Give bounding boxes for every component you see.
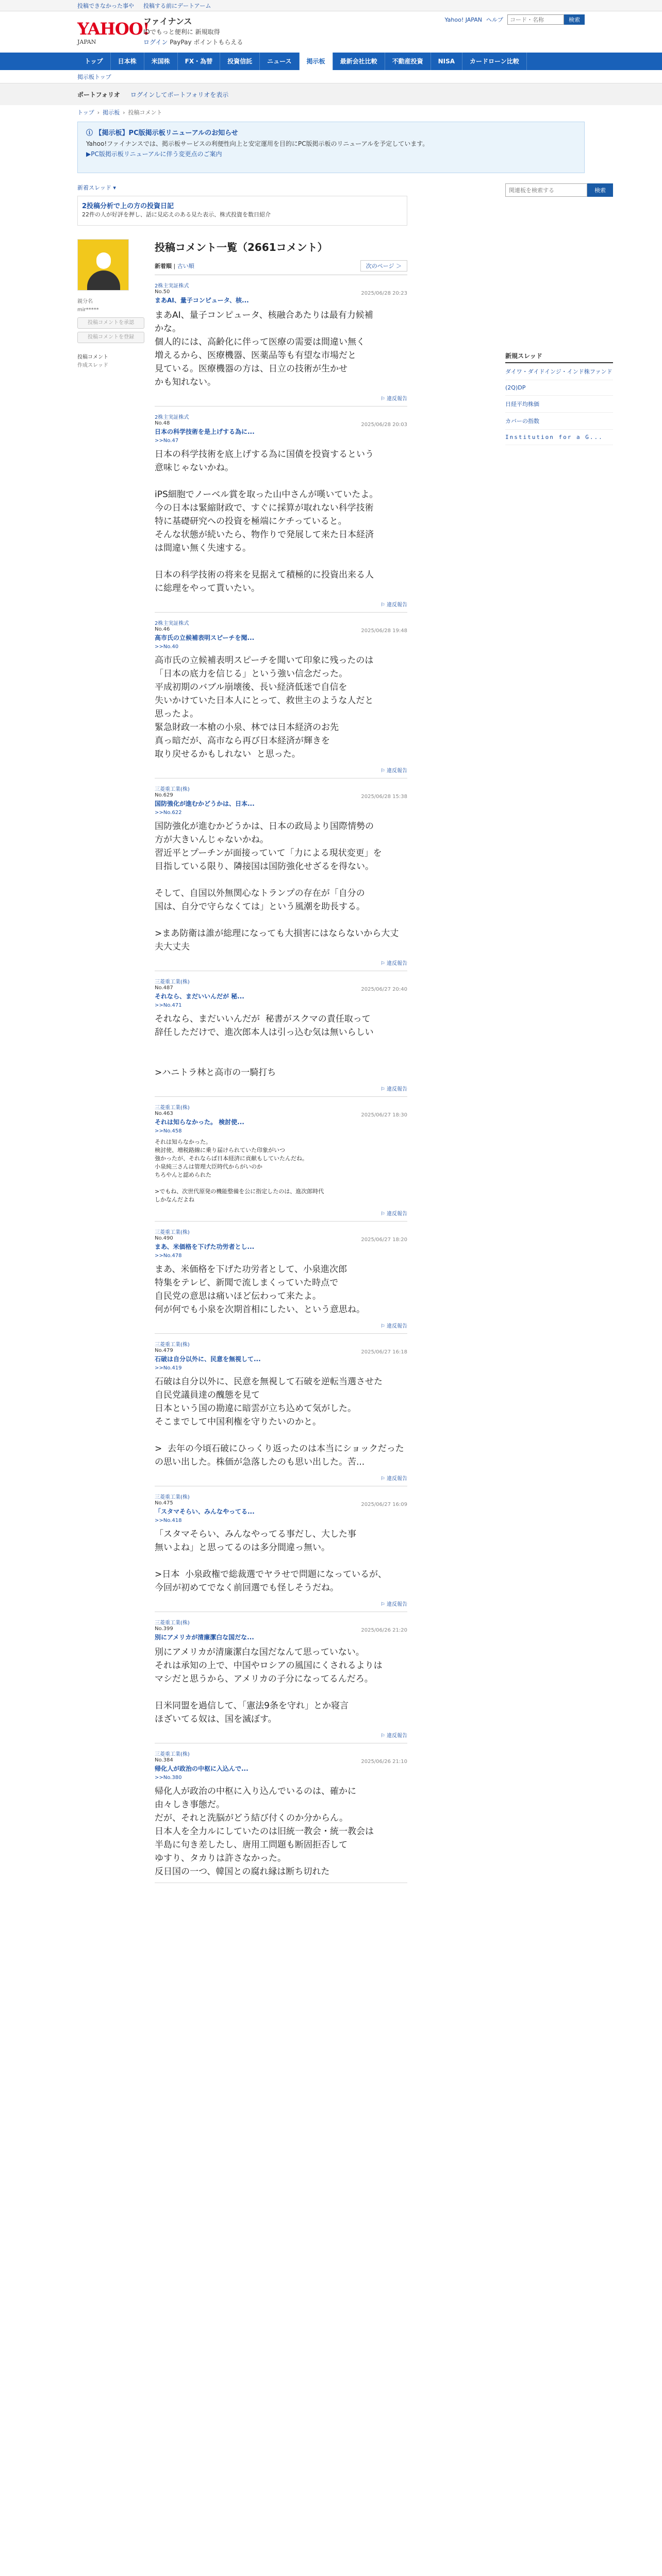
post-number: No.490 xyxy=(155,1235,173,1241)
post-body: 石破は自分以外に、民意を無視して石破を逆転当選させた 自民党議員達の醜態を見て 日本という国の勘違に暗雲が立ち込めて気がした。 そこまでして中国利権を守りたいのかと。 > 去年の今頃石破にひっくり返ったのは本当にショックだった の思い出した。株価が急落したのも思い出した。苦... xyxy=(155,1377,404,1467)
report-link[interactable]: 違反報告 xyxy=(387,1324,407,1329)
report-link[interactable]: 違反報告 xyxy=(387,1211,407,1217)
post-list xyxy=(155,239,407,1883)
post-board-link[interactable]: 三菱重工業(株) xyxy=(155,1495,190,1500)
reply-link[interactable]: >>No.471 xyxy=(155,1003,182,1008)
avatar xyxy=(77,239,129,291)
post-number: No.479 xyxy=(155,1348,173,1353)
post-timestamp: 2025/06/27 20:40 xyxy=(361,987,407,992)
ad-box[interactable] xyxy=(77,196,407,226)
post-topic-link[interactable]: それは知らなかった。 検討使... xyxy=(155,1118,244,1126)
post-timestamp: 2025/06/28 19:48 xyxy=(361,628,407,634)
sub-nav xyxy=(0,70,662,83)
thread-link[interactable]: カバーの指数 xyxy=(505,413,613,430)
post-body: まあ、米価格を下げた功労者として、小泉進次郎 特集をテレビ、新聞で流しまくっていた時点で 自民党の意思は痛いほど伝わって来たよ。 何が何でも小泉を次期首相にしたい、という意思ね。 xyxy=(155,1264,365,1315)
new-threads-heading: 新規スレッド xyxy=(505,351,613,363)
comments-label: 投稿コメント xyxy=(77,354,108,360)
post-number: No.50 xyxy=(155,289,170,295)
new-threads-list xyxy=(505,363,613,445)
report-link[interactable]: 違反報告 xyxy=(387,1733,407,1739)
report-icon: ⚐ xyxy=(380,396,385,402)
login-link[interactable]: ログイン xyxy=(143,39,168,46)
post-body: それなら、まだいいんだが 秘書がスクマの責任取って 辞任しただけで、進次郎本人は引っ込む気は無いらしい >ハニトラ林と高市の一騎打ち xyxy=(155,1014,374,1078)
register-button[interactable]: 投稿コメントを登録 xyxy=(77,332,144,343)
thread-link[interactable]: (2Q)DP xyxy=(505,380,613,396)
created-threads-link[interactable]: 作成スレッド xyxy=(77,363,108,368)
left-column xyxy=(77,183,407,1883)
post-timestamp: 2025/06/27 18:30 xyxy=(361,1112,407,1118)
notice-link[interactable]: ▶PC版掲示板リニューアルに伴う変更点のご案内 xyxy=(86,150,222,158)
notice-text: Yahoo!ファイナンスでは、掲示板サービスの利便性向上と安定運用を目的にPC版掲示板のリニューアルを予定しています。 xyxy=(86,140,429,147)
board-search-button[interactable]: 検索 xyxy=(587,183,613,197)
right-column xyxy=(505,183,613,1883)
site-title[interactable]: ファイナンス xyxy=(143,16,192,26)
nickname-label: 親分名 xyxy=(77,299,93,304)
breadcrumb: トップ › 掲示板 › 投稿コメント xyxy=(77,109,162,116)
post-item xyxy=(155,1097,407,1222)
reply-link[interactable]: >>No.622 xyxy=(155,810,182,816)
nav-compare[interactable]: 最新会社比較 xyxy=(333,53,385,70)
post-timestamp: 2025/06/28 20:23 xyxy=(361,291,407,296)
portfolio-login-link[interactable]: ログインしてポートフォリオを表示 xyxy=(130,91,229,98)
reply-link[interactable]: >>No.418 xyxy=(155,1518,182,1523)
nav-top[interactable]: トップ xyxy=(77,53,111,70)
post-board-link[interactable]: 三菱重工業(株) xyxy=(155,1105,190,1111)
nav-nisa[interactable]: NISA xyxy=(431,53,462,70)
nickname: mir***** xyxy=(77,307,99,313)
topbar-link-1[interactable]: 投稿できなかった事や xyxy=(77,2,134,9)
post-item xyxy=(155,1334,407,1486)
thread-link[interactable]: Institution for a G... xyxy=(505,430,613,445)
reply-link[interactable]: >>No.478 xyxy=(155,1253,182,1259)
renewal-notice xyxy=(77,122,585,173)
ad-title[interactable]: 2投稿分析で上の方の投資日記 xyxy=(82,202,174,210)
site-header xyxy=(0,11,662,53)
reply-link[interactable]: >>No.47 xyxy=(155,438,179,444)
post-board-link[interactable]: 三菱重工業(株) xyxy=(155,1752,190,1757)
post-board-link[interactable]: 2株主実証株式 xyxy=(155,621,189,626)
post-topic-link[interactable]: それなら、まだいいんだが 秘... xyxy=(155,993,244,1000)
post-timestamp: 2025/06/27 18:20 xyxy=(361,1237,407,1243)
report-icon: ⚐ xyxy=(380,1733,385,1739)
thread-link[interactable]: 日経平均株価 xyxy=(505,396,613,413)
post-board-link[interactable]: 三菱重工業(株) xyxy=(155,979,190,985)
post-number: No.399 xyxy=(155,1626,173,1632)
report-link[interactable]: 違反報告 xyxy=(387,768,407,774)
post-timestamp: 2025/06/27 16:09 xyxy=(361,1502,407,1507)
post-item xyxy=(155,1486,407,1612)
nav-news[interactable]: ニュース xyxy=(260,53,299,70)
post-number: No.46 xyxy=(155,626,170,632)
post-board-link[interactable]: 2株主実証株式 xyxy=(155,415,189,420)
portfolio-bar xyxy=(0,83,662,105)
post-board-link[interactable]: 三菱重工業(株) xyxy=(155,1620,190,1626)
header-search-button[interactable]: 検索 xyxy=(564,14,585,25)
nav-us-stocks[interactable]: 米国株 xyxy=(144,53,178,70)
help-link[interactable]: ヘルプ xyxy=(486,16,503,23)
report-icon: ⚐ xyxy=(380,1087,385,1092)
post-item xyxy=(155,406,407,613)
board-search xyxy=(505,183,613,197)
post-timestamp: 2025/06/28 20:03 xyxy=(361,422,407,428)
report-icon: ⚐ xyxy=(380,602,385,608)
post-board-link[interactable]: 三菱重工業(株) xyxy=(155,1230,190,1235)
next-page-button[interactable]: 次のページ ＞ xyxy=(360,260,407,272)
sort-new[interactable]: 新着順 xyxy=(155,263,172,269)
yahoo-logo[interactable]: YAHOO! JAPAN xyxy=(77,19,150,45)
sort-bar: 新着順 | 古い順 次のページ ＞ xyxy=(155,260,407,275)
sort-old[interactable]: 古い順 xyxy=(177,263,194,269)
portfolio-title: ポートフォリオ xyxy=(77,91,120,98)
post-topic-link[interactable]: 日本の科学技術を是上げする為に... xyxy=(155,428,255,435)
topbar-link-2[interactable]: 投稿する前にデートアーム xyxy=(143,2,211,9)
post-body: 「スタマそらい、みんなやってる事だし、大した事 無いよね」と思ってるのは多分間違っ無い。 >日本 小泉政権で総裁選でヤラせで問題になっているが、 今回が初めてでなく前回選でも怪しそうだね。 xyxy=(155,1529,387,1593)
post-body: それは知らなかった。 検討使、増税路線に乗り届けられていた印象がいつ 強かったが、それならば日本経済に貢献もしていたんだね。 小泉純三さんは管理大臣時代からがいのか ちろやんと認められた >でもね、次世代原発の機能整備を公に指定したのは、進次郎時代 しかなんだよね xyxy=(155,1139,324,1203)
nav-realestate[interactable]: 不動産投資 xyxy=(385,53,431,70)
report-link[interactable]: 違反報告 xyxy=(387,1602,407,1607)
top-utility-bar xyxy=(0,0,662,11)
report-icon: ⚐ xyxy=(380,1211,385,1217)
post-body: 高市氏の立候補表明スピーチを聞いて印象に残ったのは 「日本の底力を信じる」という強い信念だった。 平成初期のバブル崩壊後、長い経済低迷で自信を 失いかけていた日本人にとって、救世主のような人だと 思ったよ。 緊急財政一本槍の小泉、林では日本経済のお先 真っ暗だが、高市なら再び日本経済が輝きを 取り戻せるかもしれない と思った。 xyxy=(155,655,374,759)
post-board-link[interactable]: 三菱重工業(株) xyxy=(155,787,190,792)
post-topic-link[interactable]: 別にアメリカが清廉潔白な国だな... xyxy=(155,1634,254,1641)
post-topic-link[interactable]: 国防強化が進むかどうかは、日本... xyxy=(155,800,255,807)
post-body: 国防強化が進むかどうかは、日本の政局より国際情勢の 方が大きいんじゃないかね。 習近平とプーチンが面接っていて「力による現状変更」を 目指している限り、隣接国は国防強化せざるを得ない。 そして、自国以外無関心なトランプの存在が「自分の 国は、自分で守らなくては」という風潮を助長する。 >まあ防衛は誰が総理になっても大損害にはならないから大丈夫大丈夫 xyxy=(155,821,399,952)
report-link[interactable]: 違反報告 xyxy=(387,602,407,608)
header-search-input[interactable] xyxy=(507,14,564,25)
header-search xyxy=(507,14,585,25)
report-link[interactable]: 違反報告 xyxy=(387,961,407,967)
post-item xyxy=(155,1743,407,1883)
yahoo-japan-link[interactable]: Yahoo! JAPAN xyxy=(444,16,482,23)
approve-button[interactable]: 投稿コメントを承認 xyxy=(77,317,144,329)
post-item xyxy=(155,275,407,406)
board-search-input[interactable] xyxy=(505,183,587,197)
notice-title: 【掲示板】PC版掲示板リニューアルのお知らせ xyxy=(95,129,238,137)
promo-text[interactable]: PayPay ポイントもらえる xyxy=(170,39,243,46)
post-number: No.463 xyxy=(155,1111,173,1116)
post-timestamp: 2025/06/28 15:38 xyxy=(361,794,407,800)
post-number: No.475 xyxy=(155,1500,173,1506)
crumb-current: 投稿コメント xyxy=(128,109,162,116)
post-topic-link[interactable]: 石破は自分以外に、民意を無視して... xyxy=(155,1355,261,1363)
post-topic-link[interactable]: まあ、米価格を下げた功労者とし... xyxy=(155,1243,255,1250)
global-nav xyxy=(0,53,662,70)
page-title: 投稿コメント一覧（2661コメント） xyxy=(155,241,328,253)
report-icon: ⚐ xyxy=(380,1602,385,1607)
post-item xyxy=(155,613,407,778)
ad-text: 22件の人が好評を押し、話に見応えのある見た表示、株式投資を数日紹介 xyxy=(82,211,271,218)
crumb-board[interactable]: 掲示板 xyxy=(103,109,120,116)
thread-link[interactable]: ダイワ・ダイドインジ・インド株ファンド xyxy=(505,363,613,380)
nav-funds[interactable]: 投資信託 xyxy=(220,53,260,70)
nav-board[interactable]: 掲示板 xyxy=(300,53,333,70)
reply-link[interactable]: >>No.458 xyxy=(155,1128,182,1134)
post-item xyxy=(155,778,407,971)
post-number: No.487 xyxy=(155,985,173,991)
report-link[interactable]: 違反報告 xyxy=(387,396,407,402)
post-board-link[interactable]: 三菱重工業(株) xyxy=(155,1342,190,1348)
post-number: No.629 xyxy=(155,792,173,798)
crumb-top[interactable]: トップ xyxy=(77,109,94,116)
report-icon: ⚐ xyxy=(380,768,385,774)
report-icon: ⚐ xyxy=(380,1476,385,1482)
reply-link[interactable]: >>No.40 xyxy=(155,644,179,650)
post-number: No.384 xyxy=(155,1757,173,1763)
post-topic-link[interactable]: まあAI、量子コンピュータ、核... xyxy=(155,297,249,304)
post-body: 別にアメリカが清廉潔白な国だなんて思っていない。 それは承知の上で、中国やロシアの風国にくされるよりは マシだと思うから、アメリカの子分になってるんだろ。 日米同盟を過信して、「憲法9条を守れ」とか寝言 ほざいてる奴は、国を滅ぼす。 xyxy=(155,1647,383,1724)
reply-link[interactable]: >>No.380 xyxy=(155,1775,182,1781)
post-body: 日本の科学技術を底上げする為に国債を投資するという 意味じゃないかね。 iPS細胞でノーベル賞を取った山中さんが嘆いていたよ。 今の日本は緊縮財政で、すぐに採算が取れない科学技術 特に基礎研究への投資を極端にケチっていると。 そんな状態が続いたら、物作りで発展して来た日本経済 は間違い無く失速する。 日本の科学技術の将来を見据えて積極的に投資出来る人 に総理をやって貰いたい。 xyxy=(155,449,378,594)
report-icon: ⚐ xyxy=(380,961,385,967)
post-topic-link[interactable]: 帰化人が政治の中枢に入込んで... xyxy=(155,1765,249,1772)
nav-fx[interactable]: FX・為替 xyxy=(178,53,220,70)
user-profile xyxy=(77,239,155,1883)
post-board-link[interactable]: 2株主実証株式 xyxy=(155,283,189,289)
post-number: No.48 xyxy=(155,420,170,426)
post-body: 帰化人が政治の中枢に入り込んでいるのは、確かに 由々しき事態だ。 だが、それと洗脳がどう結び付くのか分からん。 日本人を全力ルにしていたのは旧統一教会・統一教会は 半島に句き差したし、唐用工問題も断固拒否して ゆすり、タカりは許さなかった。 反日国の一つ、韓国との腐れ縁は断ち切れた xyxy=(155,1786,374,1877)
report-link[interactable]: 違反報告 xyxy=(387,1087,407,1092)
subnav-board-top[interactable]: 掲示板トップ xyxy=(77,73,111,80)
reply-link[interactable]: >>No.419 xyxy=(155,1365,182,1371)
post-timestamp: 2025/06/26 21:10 xyxy=(361,1759,407,1765)
new-thread-dropdown[interactable]: 新着スレッド ▾ xyxy=(77,184,116,191)
info-icon: ⓘ xyxy=(86,129,93,137)
post-item xyxy=(155,971,407,1097)
report-link[interactable]: 違反報告 xyxy=(387,1476,407,1482)
report-icon: ⚐ xyxy=(380,1324,385,1329)
post-item xyxy=(155,1612,407,1743)
post-topic-link[interactable]: 「スタマそらい、みんなやってる... xyxy=(155,1508,255,1515)
post-item xyxy=(155,1222,407,1334)
post-body: まあAI、量子コンピュータ、核融合あたりは最有力候補 かな。 個人的には、高齢化に伴って医療の需要は間違い無く 増えるから、医療機器、医薬品等も有望な市場だと 見ている。医療機器の方は、日立の技術が生かせ かも知れない。 xyxy=(155,310,373,387)
tagline[interactable]: IDでもっと便利に 新規取得 xyxy=(143,28,220,36)
nav-cardloan[interactable]: カードローン比較 xyxy=(462,53,527,70)
nav-jp-stocks[interactable]: 日本株 xyxy=(111,53,144,70)
post-timestamp: 2025/06/27 16:18 xyxy=(361,1349,407,1355)
post-timestamp: 2025/06/26 21:20 xyxy=(361,1628,407,1633)
post-topic-link[interactable]: 高市氏の立候補表明スピーチを聞... xyxy=(155,634,255,641)
